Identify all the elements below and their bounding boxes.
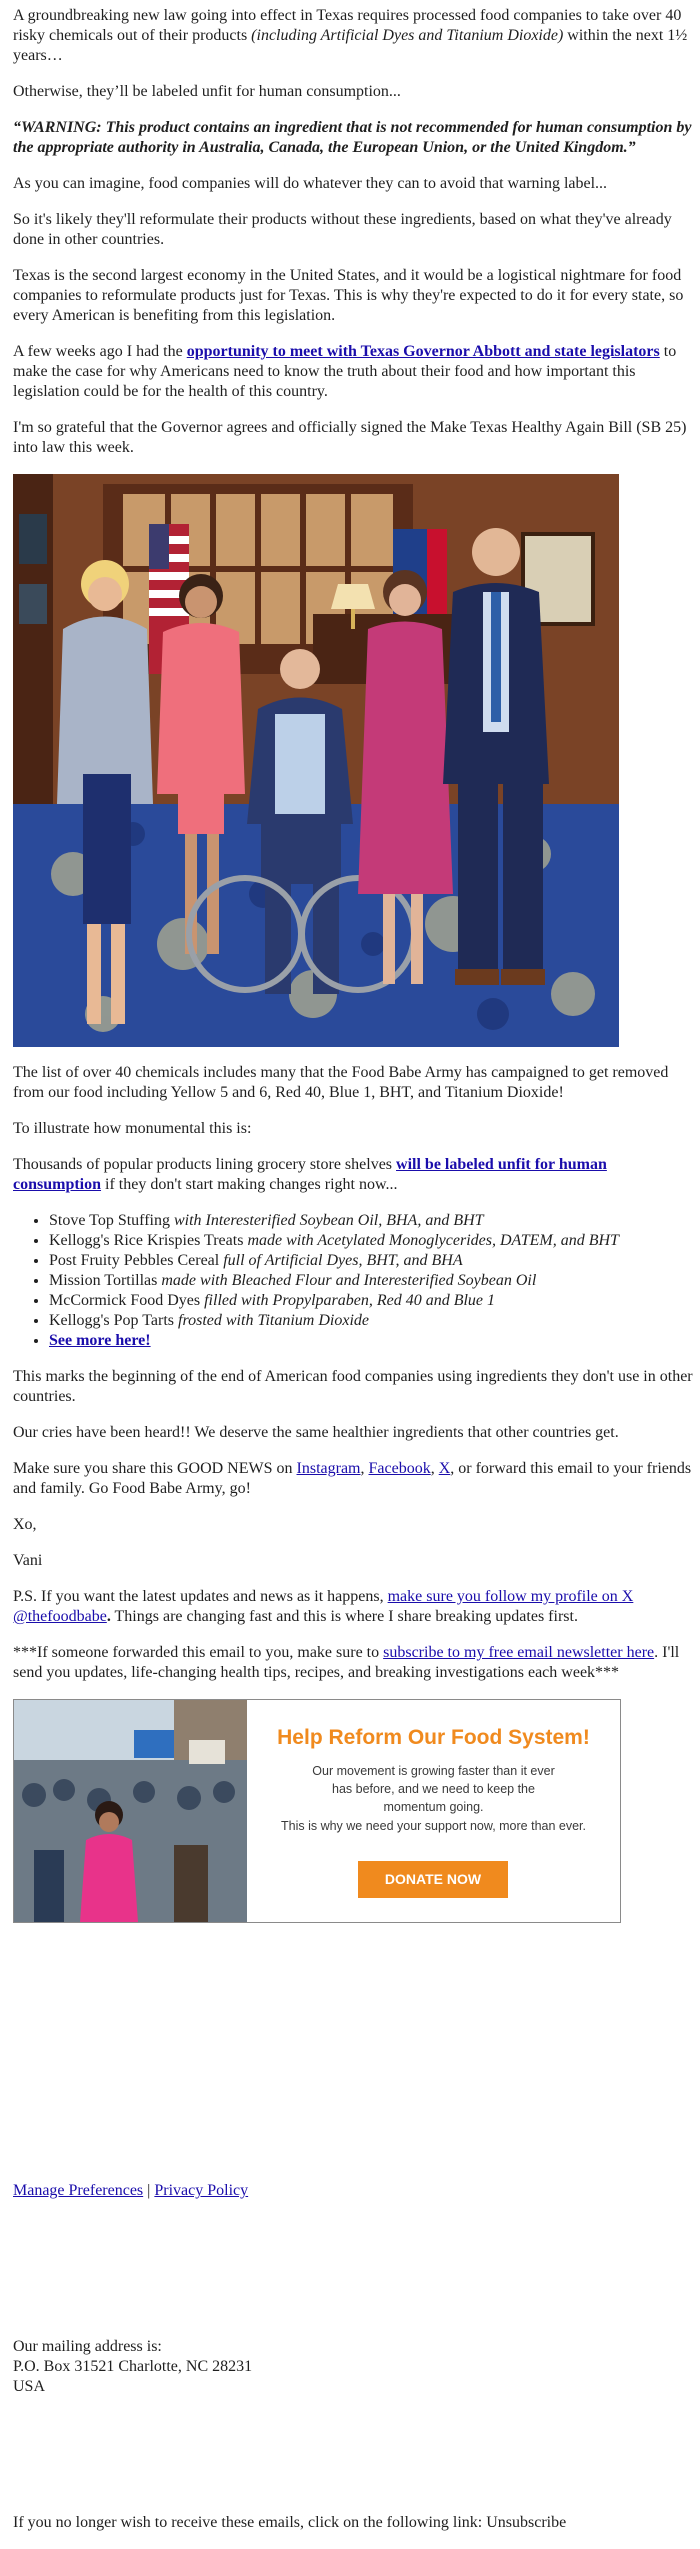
banner-content xyxy=(247,1700,620,1922)
list-item xyxy=(49,1331,693,1351)
warning-text: “WARNING: This product contains an ingredient that is not recommended for human consumption by the appropriate authority in Australia, Canada, the European Union, or the United Kingdom.” xyxy=(13,119,692,156)
body-paragraph-10: Thousands of popular products lining grocery store shelves will be labeled unfit for human consumption if they don't start making changes right now... xyxy=(13,1156,607,1193)
list-item: • Kellogg's Pop Tarts frosted with Titanium Dioxide xyxy=(49,1311,693,1331)
body-paragraph-9: To illustrate how monumental this is: xyxy=(13,1120,252,1137)
list-item: • Stove Top Stuffing with Interesterified Soybean Oil, BHA, and BHT xyxy=(49,1211,693,1231)
footer-links: Manage Preferences | Privacy Policy xyxy=(13,2182,249,2199)
intro-paragraph-3: As you can imagine, food companies will do whatever they can to avoid that warning label... xyxy=(13,175,608,192)
follow-x-link[interactable]: make sure you follow my profile on X @thefoodbabe xyxy=(13,1588,634,1625)
body-paragraph-12: Our cries have been heard!! We deserve the same healthier ingredients that other countries get. xyxy=(13,1424,619,1441)
unfit-label-link[interactable]: will be labeled unfit for human consumption xyxy=(13,1156,607,1193)
body-paragraph-11: This marks the beginning of the end of American food companies using ingredients they don't use in other countries. xyxy=(13,1368,693,1405)
list-item: • Mission Tortillas made with Bleached Flour and Interesterified Soybean Oil xyxy=(49,1271,693,1291)
intro-paragraph-1: A groundbreaking new law going into effect in Texas requires processed food companies to take over 40 risky chemicals out of their products (including Artificial Dyes and Titanium Dioxide) within the next 1½ years… xyxy=(13,7,688,64)
unsubscribe-line: If you no longer wish to receive these emails, click on the following link: Unsubscribe xyxy=(13,2514,567,2531)
see-more-link[interactable]: See more here! xyxy=(49,1332,151,1349)
donate-now-button[interactable]: DONATE NOW xyxy=(358,1861,508,1898)
sign-off: Xo, xyxy=(13,1516,37,1533)
manage-preferences-link[interactable]: Manage Preferences xyxy=(13,2182,144,2199)
list-item: • Post Fruity Pebbles Cereal full of Artificial Dyes, BHT, and BHA xyxy=(49,1251,693,1271)
banner-subtext-2: This is why we need your support now, more than ever. xyxy=(280,1819,587,1833)
governor-meeting-link[interactable]: opportunity to meet with Texas Governor Abbott and state legislators xyxy=(186,343,660,360)
product-list xyxy=(13,1211,693,1351)
ps-paragraph: P.S. If you want the latest updates and news as it happens, make sure you follow my profile on X @thefoodbabe. Things are changing fast and this is where I share breaking updates first. xyxy=(13,1588,634,1625)
banner-headline: Help Reform Our Food System! xyxy=(277,1726,590,1749)
signature: Vani xyxy=(13,1552,43,1569)
facebook-link[interactable]: Facebook xyxy=(368,1460,431,1477)
x-link[interactable]: X xyxy=(438,1460,451,1477)
address-line-2: USA xyxy=(13,2378,46,2395)
list-item: • Kellogg's Rice Krispies Treats made with Acetylated Monoglycerides, DATEM, and BHT xyxy=(49,1231,693,1251)
donate-banner[interactable] xyxy=(13,1699,621,1923)
share-paragraph: Make sure you share this GOOD NEWS on Instagram, Facebook, X, or forward this email to your friends and family. Go Food Babe Army, go! xyxy=(13,1460,692,1497)
privacy-policy-link[interactable]: Privacy Policy xyxy=(154,2182,249,2199)
forward-paragraph: ***If someone forwarded this email to you, make sure to subscribe to my free email newsletter here. I'll send you updates, life-changing health tips, recipes, and breaking investigations each week*** xyxy=(13,1644,680,1681)
governor-photo-illustration xyxy=(13,474,619,1047)
instagram-link[interactable]: Instagram xyxy=(296,1460,361,1477)
banner-subtext: Our movement is growing faster than it ever has before, and we need to keep the momentum going. xyxy=(312,1764,555,1814)
mailing-address xyxy=(13,2337,693,2397)
intro-paragraph-6: A few weeks ago I had the opportunity to meet with Texas Governor Abbott and state legislators to make the case for why Americans need to know the truth about their food and how important this legislation could be for the health of this country. xyxy=(13,343,677,400)
intro-paragraph-5: Texas is the second largest economy in the United States, and it would be a logistical nightmare for food companies to reformulate products just for Texas. This is why they're expected to do it for every state, so every American is benefiting from this legislation. xyxy=(13,267,684,324)
subscribe-link[interactable]: subscribe to my free email newsletter here xyxy=(383,1644,655,1661)
mailing-label: Our mailing address is: xyxy=(13,2338,162,2355)
intro-paragraph-2: Otherwise, they’ll be labeled unfit for human consumption... xyxy=(13,83,401,100)
intro-paragraph-7: I'm so grateful that the Governor agrees and officially signed the Make Texas Healthy Again Bill (SB 25) into law this week. xyxy=(13,419,687,456)
rally-photo-illustration xyxy=(14,1700,247,1922)
intro-paragraph-4: So it's likely they'll reformulate their products without these ingredients, based on what they've already done in other countries. xyxy=(13,211,672,248)
rally-photo xyxy=(14,1700,247,1922)
governor-photo xyxy=(13,474,619,1047)
address-line-1: P.O. Box 31521 Charlotte, NC 28231 xyxy=(13,2358,253,2375)
body-paragraph-8: The list of over 40 chemicals includes many that the Food Babe Army has campaigned to get removed from our food including Yellow 5 and 6, Red 40, Blue 1, BHT, and Titanium Dioxide! xyxy=(13,1064,669,1101)
email-body xyxy=(13,0,693,1923)
unsubscribe-link[interactable]: Unsubscribe xyxy=(486,2514,567,2531)
list-item: • McCormick Food Dyes filled with Propylparaben, Red 40 and Blue 1 xyxy=(49,1291,693,1311)
